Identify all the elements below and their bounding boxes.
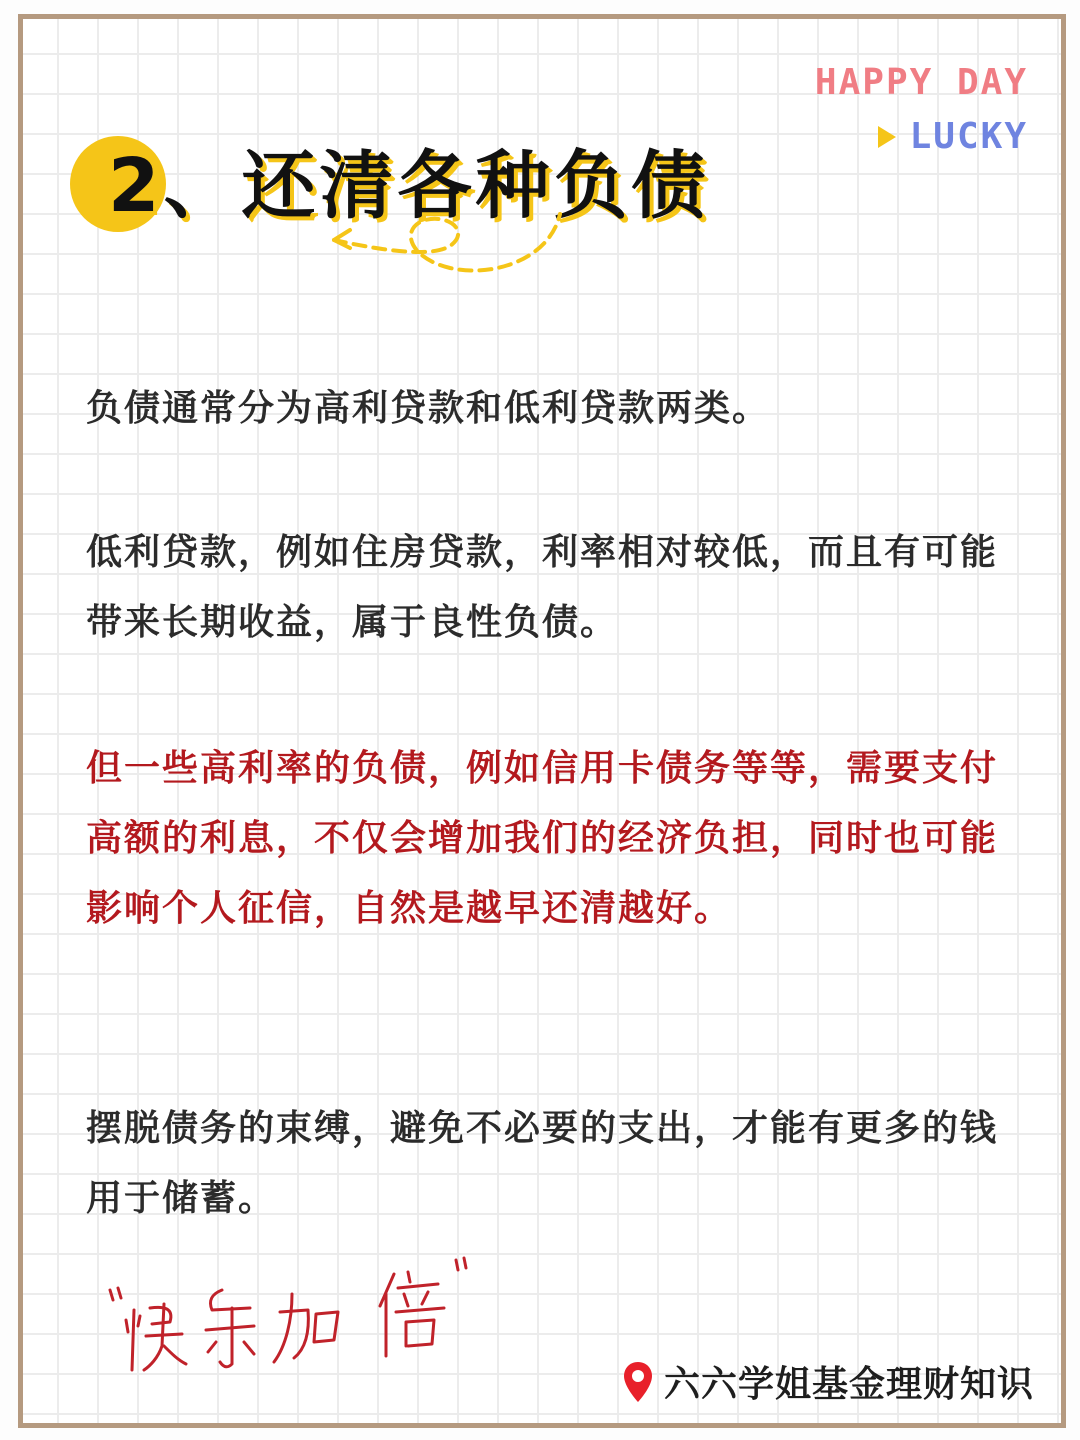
paragraph-debt-types: 负债通常分为高利贷款和低利贷款两类。 <box>86 388 771 429</box>
title-text: 2、还清各种负债 <box>108 143 710 229</box>
paragraph-savings: 摆脱债务的束缚，避免不必要的支出，才能有更多的钱用于储蓄。 <box>86 1108 999 1219</box>
lucky-decoration-row <box>878 116 1028 157</box>
location-pin-icon <box>622 1360 654 1404</box>
happy-day-decoration: HAPPY DAY <box>814 62 1028 103</box>
lucky-decoration: LUCKY <box>909 116 1028 157</box>
author-footer <box>622 1356 1034 1407</box>
paragraph-low-interest: 低利贷款，例如住房贷款，利率相对较低，而且有可能带来长期收益，属于良性负债。 <box>86 532 999 643</box>
dashed-squiggle-arrow-icon <box>320 206 580 286</box>
paragraph-high-interest: 但一些高利率的负债，例如信用卡债务等等，需要支付高额的利息，不仅会增加我们的经济负担，同时也可能影响个人征信，自然是越早还清越好。 <box>86 748 999 929</box>
handwritten-signature <box>104 1250 484 1380</box>
author-name: 六六学姐基金理财知识 <box>663 1364 1034 1405</box>
play-arrow-icon <box>878 126 896 148</box>
